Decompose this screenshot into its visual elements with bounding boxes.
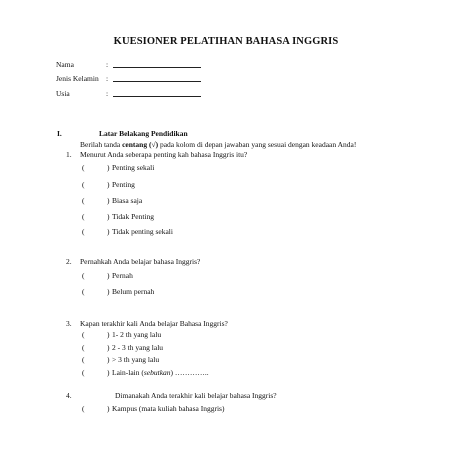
section-number: I. (57, 129, 62, 138)
paren-close: ) (107, 180, 110, 189)
other-prefix: Lain-lain ( (112, 368, 144, 377)
paren-open: ( (82, 355, 85, 364)
gender-field[interactable] (113, 81, 201, 82)
paren-open: ( (82, 404, 85, 413)
paren-close: ) (107, 163, 110, 172)
question-text: Pernahkah Anda belajar bahasa Inggris? (80, 257, 201, 266)
age-colon: : (106, 89, 109, 98)
other-italic: sebutkan (143, 368, 171, 377)
paren-close: ) (107, 271, 110, 280)
paren-close: ) (107, 343, 110, 352)
name-label: Nama (56, 60, 74, 69)
option-label: Penting (112, 180, 135, 189)
paren-close: ) (107, 404, 110, 413)
paren-close: ) (107, 227, 110, 236)
option-label-other (112, 368, 209, 378)
instruction-prefix: Berilah tanda (80, 140, 123, 149)
paren-close: ) (107, 212, 110, 221)
option-label: Penting sekali (112, 163, 155, 172)
age-label: Usia (56, 89, 70, 98)
question-text: Menurut Anda seberapa penting kah bahasa Inggris itu? (80, 150, 248, 159)
option-label: Tidak penting sekali (112, 227, 173, 236)
paren-open: ( (82, 196, 85, 205)
option-label: Biasa saja (112, 196, 143, 205)
paren-open: ( (82, 368, 85, 377)
option-label: Kampus (mata kuliah bahasa Inggris) (112, 404, 225, 413)
age-field[interactable] (113, 96, 201, 97)
option-label: Belum pernah (112, 287, 155, 296)
paren-open: ( (82, 271, 85, 280)
paren-close: ) (107, 368, 110, 377)
gender-colon: : (106, 74, 109, 83)
paren-close: ) (107, 330, 110, 339)
paren-open: ( (82, 163, 85, 172)
question-text: Dimanakah Anda terakhir kali belajar bahasa Inggris? (115, 391, 277, 400)
paren-open: ( (82, 180, 85, 189)
section-title: Latar Belakang Pendidikan (99, 129, 188, 138)
question-number: 4. (66, 391, 72, 400)
instruction-text (80, 140, 356, 149)
name-colon: : (106, 60, 109, 69)
question-number: 2. (66, 257, 72, 266)
paren-open: ( (82, 343, 85, 352)
paren-close: ) (107, 196, 110, 205)
paren-open: ( (82, 212, 85, 221)
option-label: Pernah (112, 271, 133, 280)
option-label: 2 - 3 th yang lalu (112, 343, 164, 352)
option-label: Tidak Penting (112, 212, 155, 221)
option-label: > 3 th yang lalu (112, 355, 160, 364)
question-number: 1. (66, 150, 72, 159)
question-number: 3. (66, 319, 72, 328)
name-field[interactable] (113, 67, 201, 68)
instruction-bold: centang (√) (122, 140, 159, 149)
paren-open: ( (82, 330, 85, 339)
option-label: 1- 2 th yang lalu (112, 330, 162, 339)
instruction-suffix: pada kolom di depan jawaban yang sesuai dengan keadaan Anda! (158, 140, 357, 149)
question-text: Kapan terakhir kali Anda belajar Bahasa Inggris? (80, 319, 228, 328)
paren-close: ) (107, 287, 110, 296)
page-title: KUESIONER PELATIHAN BAHASA INGGRIS (113, 36, 339, 47)
paren-open: ( (82, 287, 85, 296)
paren-open: ( (82, 227, 85, 236)
other-suffix: ) ………….. (170, 368, 209, 377)
paren-close: ) (107, 355, 110, 364)
gender-label: Jenis Kelamin (56, 74, 99, 83)
